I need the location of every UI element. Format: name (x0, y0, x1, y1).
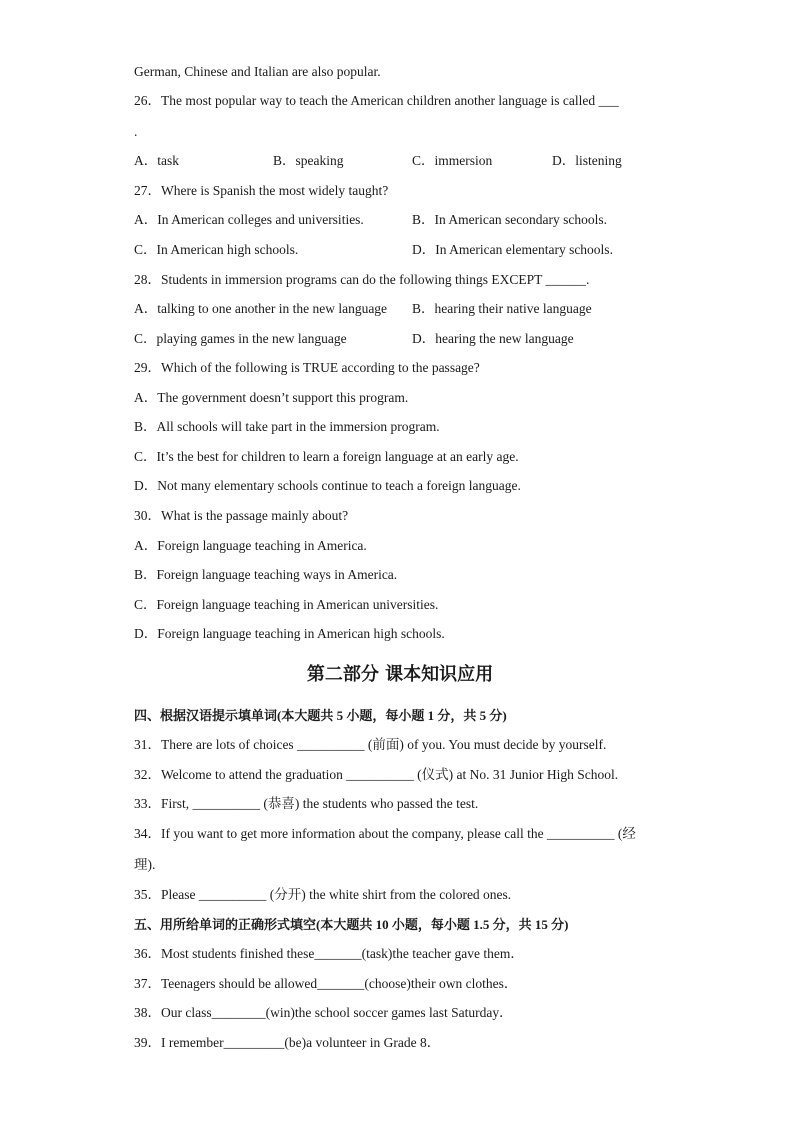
q30-option-b: B．Foreign language teaching ways in America. (134, 567, 398, 582)
question-38: 38．Our class________(win)the school soccer games last Saturday． (134, 1005, 513, 1020)
section-4-heading: 四、根据汉语提示填单词(本大题共 5 小题，每小题 1 分，共 5 分) (134, 708, 507, 723)
q29-option-b: B．All schools will take part in the immersion program. (134, 419, 440, 434)
q29-option-a: A．The government doesn’t support this program. (134, 390, 409, 405)
question-32: 32．Welcome to attend the graduation __________ (仪式) at No. 31 Junior High School. (134, 767, 619, 782)
question-36: 36．Most students finished these_______(task)the teacher gave them． (134, 946, 524, 961)
question-34-cont: 理). (134, 857, 156, 872)
q30-option-c: C．Foreign language teaching in American universities. (134, 597, 439, 612)
question-26-cont: . (134, 124, 138, 139)
q28-option-c: C．playing games in the new language (134, 331, 347, 346)
passage-line: German, Chinese and Italian are also popular. (134, 64, 381, 79)
question-30: 30．What is the passage mainly about? (134, 508, 349, 523)
q28-option-d: D．hearing the new language (412, 331, 574, 346)
q28-option-a: A．talking to one another in the new language (134, 301, 388, 316)
question-34: 34．If you want to get more information about the company, please call the __________ (经 (134, 826, 636, 841)
question-27: 27．Where is Spanish the most widely taught? (134, 183, 389, 198)
q27-option-a: A．In American colleges and universities. (134, 212, 364, 227)
q26-option-c: C．immersion (412, 153, 493, 168)
question-37: 37．Teenagers should be allowed_______(choose)their own clothes． (134, 976, 518, 991)
question-31: 31．There are lots of choices __________ (前面) of you. You must decide by yourself. (134, 737, 607, 752)
part-title: 第二部分 课本知识应用 (306, 664, 494, 685)
q27-option-b: B．In American secondary schools. (412, 212, 607, 227)
question-39: 39．I remember_________(be)a volunteer in Grade 8． (134, 1035, 441, 1050)
section-5-heading: 五、用所给单词的正确形式填空(本大题共 10 小题，每小题 1.5 分，共 15 分) (134, 917, 569, 932)
q26-option-b: B．speaking (273, 153, 344, 168)
question-28: 28．Students in immersion programs can do the following things EXCEPT ______. (134, 272, 590, 287)
question-29: 29．Which of the following is TRUE according to the passage? (134, 360, 480, 375)
q30-option-d: D．Foreign language teaching in American high schools. (134, 626, 445, 641)
q27-option-c: C．In American high schools. (134, 242, 299, 257)
q26-option-a: A．task (134, 153, 179, 168)
question-33: 33．First, __________ (恭喜) the students who passed the test. (134, 796, 479, 811)
q29-option-c: C．It’s the best for children to learn a foreign language at an early age. (134, 449, 519, 464)
q30-option-a: A．Foreign language teaching in America. (134, 538, 367, 553)
q29-option-d: D．Not many elementary schools continue to teach a foreign language. (134, 478, 521, 493)
q26-option-d: D．listening (552, 153, 622, 168)
question-26: 26．The most popular way to teach the American children another language is called ___ (134, 93, 619, 108)
question-35: 35．Please __________ (分开) the white shirt from the colored ones. (134, 887, 512, 902)
q27-option-d: D．In American elementary schools. (412, 242, 613, 257)
q28-option-b: B．hearing their native language (412, 301, 592, 316)
